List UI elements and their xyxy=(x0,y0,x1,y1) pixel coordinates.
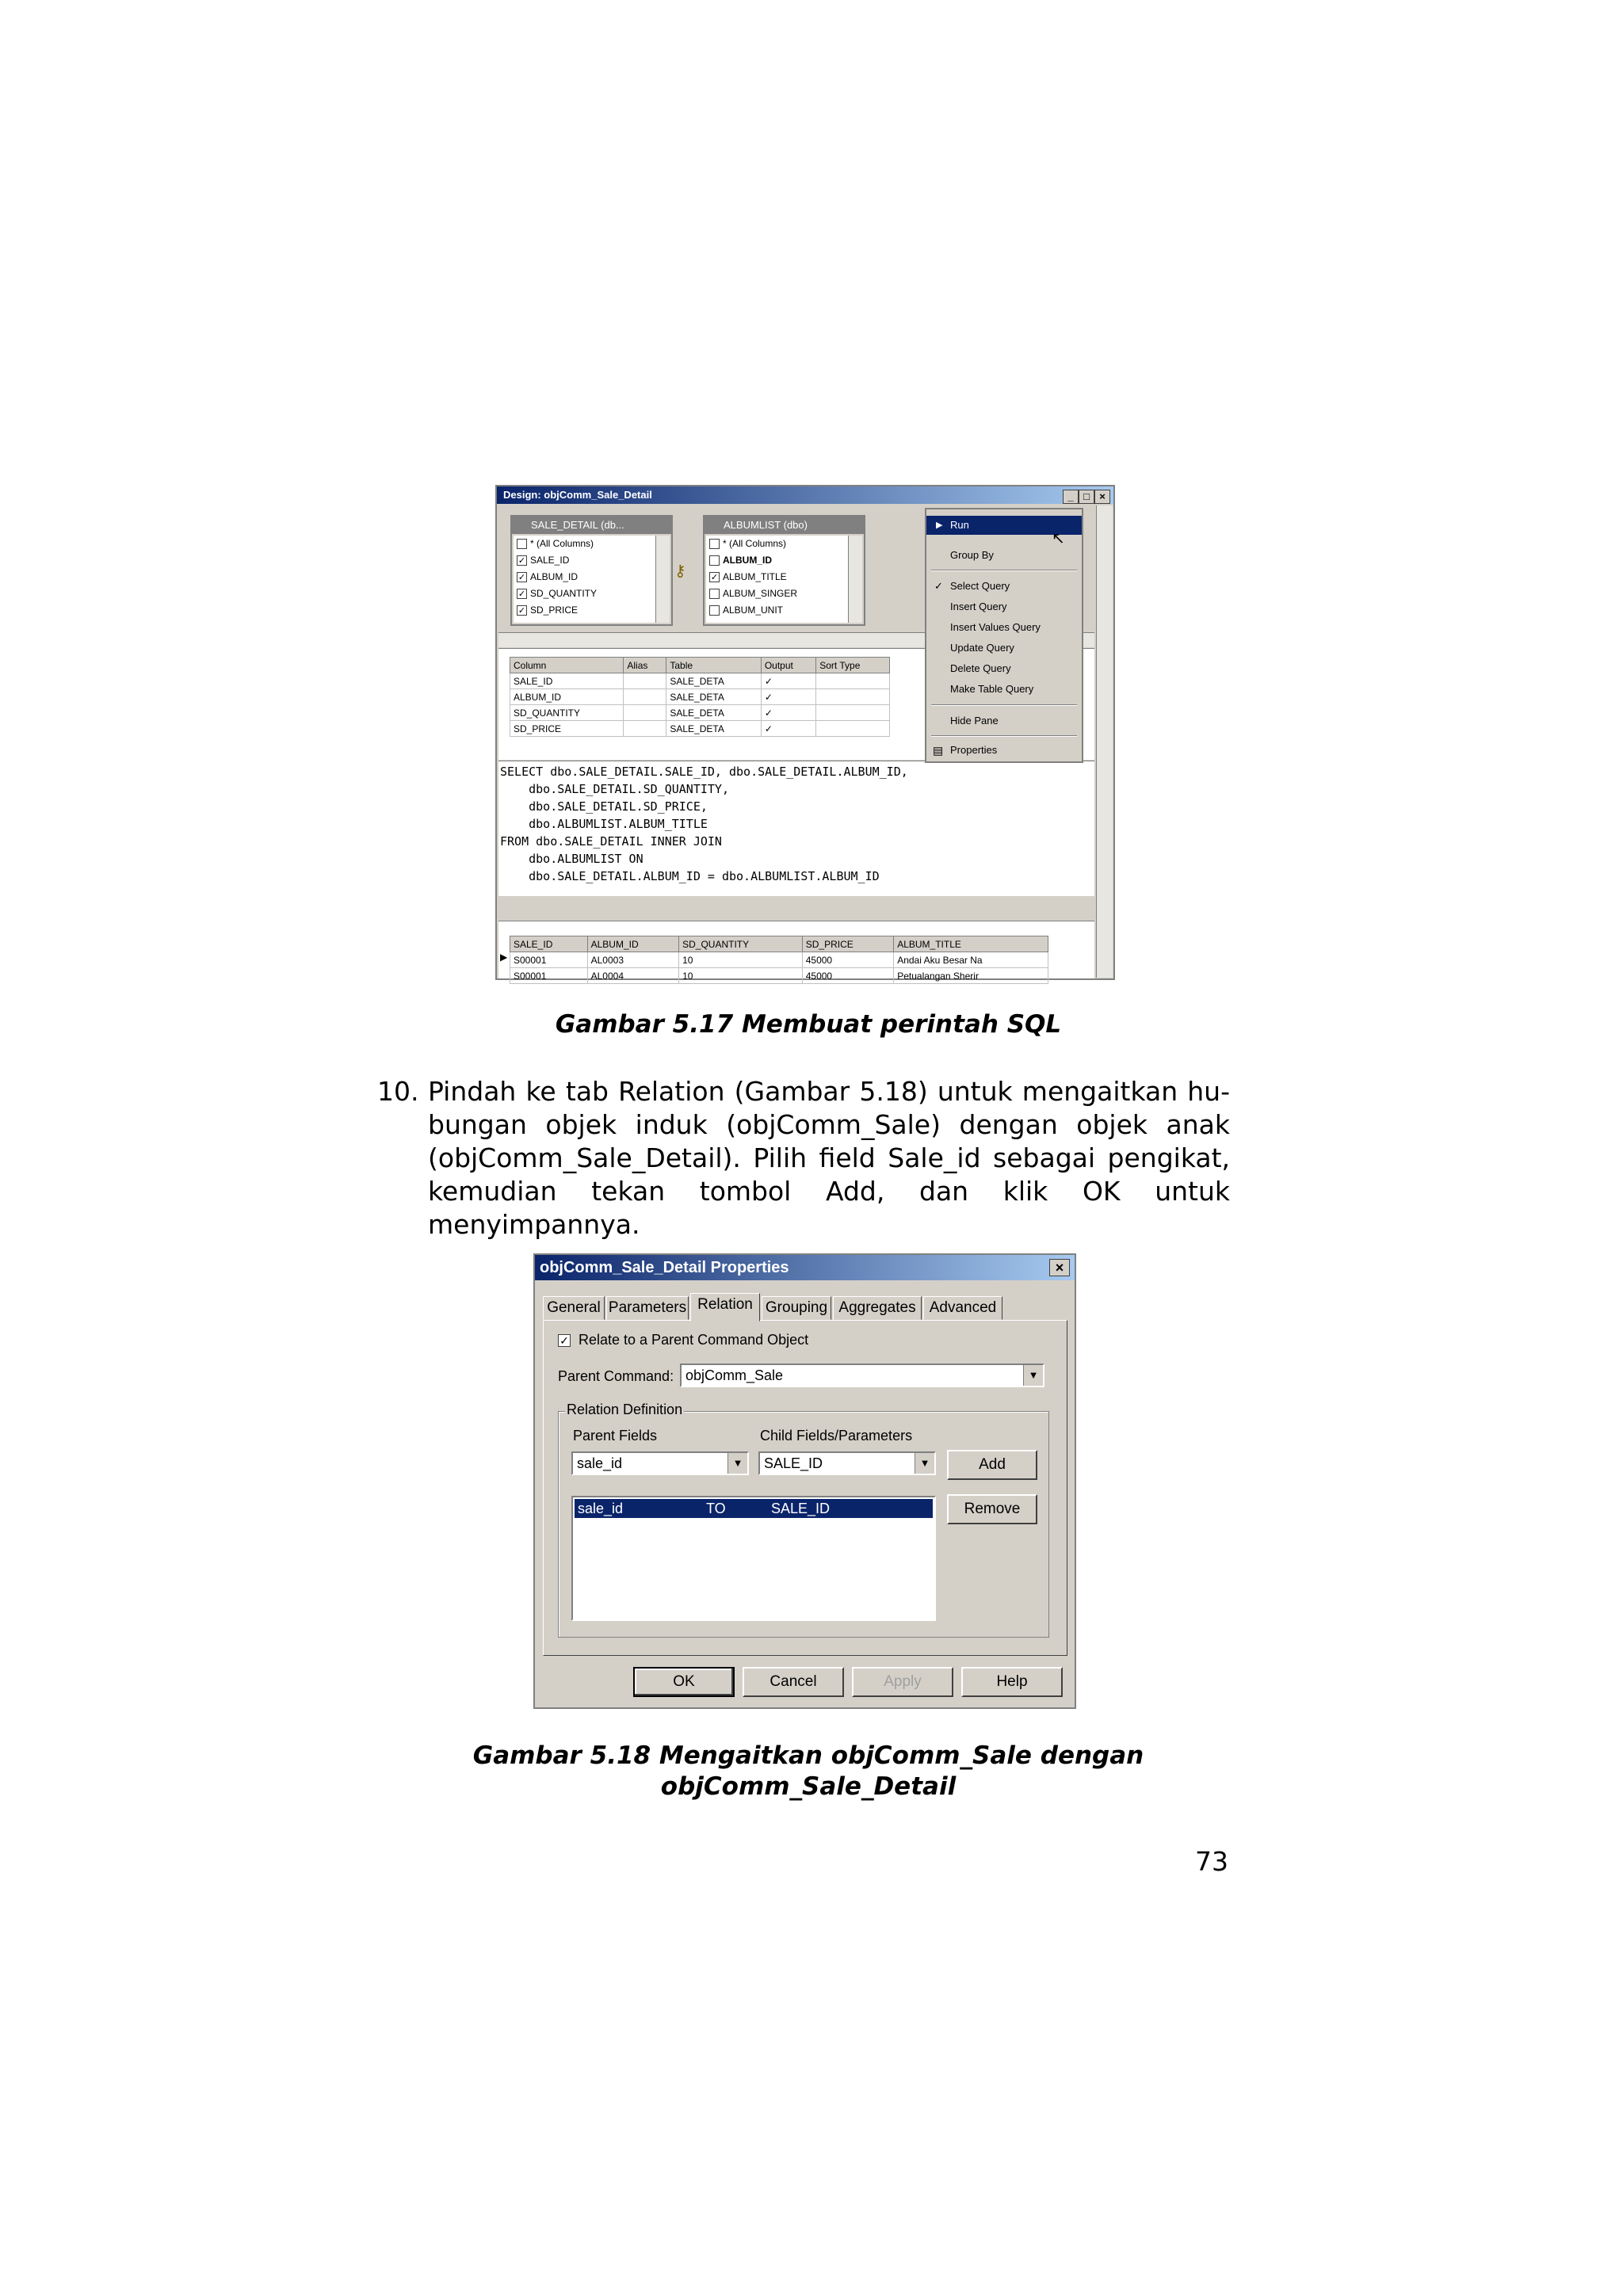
column-name: * (All Columns) xyxy=(723,538,787,549)
table-sale-detail-header: SALE_DETAIL (db... xyxy=(512,517,671,534)
grid-row[interactable] xyxy=(510,673,890,689)
grid-cell[interactable]: SALE_DETA xyxy=(666,721,761,737)
dialog-title-bar xyxy=(535,1255,1075,1280)
maximize-icon[interactable]: □ xyxy=(1079,490,1094,504)
checkbox-icon: ✓ xyxy=(558,1334,571,1347)
grid-cell[interactable]: 10 xyxy=(679,952,803,968)
checkbox-icon[interactable]: ✓ xyxy=(517,589,526,599)
table-scrollbar[interactable] xyxy=(655,536,670,623)
grid-cell[interactable]: SALE_DETA xyxy=(666,705,761,721)
remove-button[interactable]: Remove xyxy=(947,1494,1037,1524)
menu-item-insert-values-query[interactable]: Insert Values Query xyxy=(950,621,1041,633)
table-column-item[interactable] xyxy=(514,602,655,619)
grid-cell[interactable]: S00001 xyxy=(510,968,588,984)
query-designer-window xyxy=(495,485,1115,980)
current-row-icon: ▶ xyxy=(500,952,508,963)
results-pane xyxy=(498,921,1094,982)
help-button[interactable]: Help xyxy=(961,1667,1063,1697)
menu-separator xyxy=(931,735,1077,737)
grid-cell[interactable] xyxy=(816,721,890,737)
menu-item-properties[interactable]: ▤ Properties xyxy=(926,741,1082,760)
close-button[interactable]: × xyxy=(1049,1259,1070,1276)
chevron-down-icon[interactable]: ▼ xyxy=(727,1453,747,1474)
column-name: SD_PRICE xyxy=(530,605,579,616)
parent-command-value: objComm_Sale xyxy=(685,1367,784,1383)
table-column-item[interactable] xyxy=(706,536,848,552)
grid-header-cell[interactable]: ALBUM_ID xyxy=(587,936,678,952)
table-albumlist-columns xyxy=(706,536,848,623)
grid-row[interactable] xyxy=(510,689,890,705)
grid-cell[interactable] xyxy=(816,705,890,721)
grid-cell[interactable]: 45000 xyxy=(802,952,893,968)
grid-header-cell[interactable]: Table xyxy=(666,658,761,673)
grid-cell[interactable]: ✓ xyxy=(761,721,815,737)
table-column-item[interactable] xyxy=(514,569,655,585)
table-albumlist[interactable] xyxy=(703,515,865,626)
relation-child-field: SALE_ID xyxy=(771,1501,831,1516)
properties-dialog xyxy=(533,1253,1076,1709)
grid-cell[interactable] xyxy=(624,689,666,705)
grid-header-cell[interactable]: Sort Type xyxy=(816,658,890,673)
grid-header-cell[interactable]: Output xyxy=(761,658,815,673)
relation-parent-field: sale_id xyxy=(578,1501,624,1516)
child-field-value: SALE_ID xyxy=(764,1455,823,1471)
caption-figure-5-18-line2: objComm_Sale_Detail xyxy=(660,1772,957,1801)
table-column-item[interactable] xyxy=(514,585,655,602)
relation-list-row[interactable] xyxy=(575,1499,933,1518)
checkbox-icon[interactable] xyxy=(709,555,720,566)
sql-line: dbo.SALE_DETAIL.SD_PRICE, xyxy=(500,799,708,814)
grid-cell[interactable]: Andai Aku Besar Na xyxy=(894,952,1048,968)
grid-row[interactable] xyxy=(510,721,890,737)
menu-separator xyxy=(931,704,1077,706)
table-column-item[interactable] xyxy=(706,585,848,602)
mouse-cursor-icon: ↖ xyxy=(1052,530,1065,547)
relation-definition-group xyxy=(558,1402,1049,1638)
sql-line: FROM dbo.SALE_DETAIL INNER JOIN xyxy=(500,834,722,849)
column-name: ALBUM_UNIT xyxy=(723,605,784,616)
grid-cell[interactable] xyxy=(624,705,666,721)
table-scrollbar[interactable] xyxy=(848,536,862,623)
checkbox-icon[interactable]: ✓ xyxy=(710,573,719,582)
grid-cell[interactable]: S00001 xyxy=(510,952,588,968)
step-line: Pindah ke tab Relation (Gambar 5.18) untuk mengaitkan hu- xyxy=(428,1076,1230,1107)
properties-icon: ▤ xyxy=(933,744,944,757)
caption-figure-5-17: Gambar 5.17 Membuat perintah SQL xyxy=(555,1010,1062,1039)
child-field-select[interactable] xyxy=(758,1451,936,1475)
grid-header-row xyxy=(510,936,1048,952)
tab-general[interactable]: General xyxy=(543,1296,605,1320)
column-name: ALBUM_ID xyxy=(530,571,579,582)
checkbox-icon[interactable] xyxy=(709,539,720,549)
criteria-grid[interactable] xyxy=(510,657,890,737)
relation-to: TO xyxy=(706,1501,726,1516)
join-key-icon: ⚷ xyxy=(674,563,686,580)
grid-cell[interactable]: AL0004 xyxy=(587,968,678,984)
grid-header-cell[interactable]: Alias xyxy=(624,658,666,673)
close-icon[interactable]: × xyxy=(1094,490,1110,504)
step-paragraph xyxy=(428,1075,1230,1241)
relation-list[interactable] xyxy=(571,1496,936,1621)
column-name: ALBUM_ID xyxy=(723,555,772,566)
menu-item-update-query[interactable]: Update Query xyxy=(950,642,1014,654)
menu-item-delete-query[interactable]: Delete Query xyxy=(950,662,1011,674)
tab-advanced[interactable]: Advanced xyxy=(923,1296,1002,1320)
checkbox-icon[interactable]: ✓ xyxy=(517,556,526,566)
checkbox-icon[interactable]: ✓ xyxy=(517,573,526,582)
sql-pane[interactable] xyxy=(498,761,1094,896)
chevron-down-icon[interactable]: ▼ xyxy=(1023,1365,1043,1386)
table-column-item[interactable] xyxy=(706,552,848,569)
column-name: SD_QUANTITY xyxy=(530,588,598,599)
ok-button[interactable]: OK xyxy=(633,1667,735,1697)
right-scrollbar[interactable] xyxy=(1096,505,1113,978)
grid-row[interactable] xyxy=(510,968,1048,984)
grid-row[interactable] xyxy=(510,952,1048,968)
grid-header-cell[interactable]: SALE_ID xyxy=(510,936,588,952)
parent-command-label: Parent Command: xyxy=(558,1368,674,1384)
step-number: 10. xyxy=(377,1076,419,1107)
grid-cell[interactable]: 10 xyxy=(679,968,803,984)
add-button[interactable]: Add xyxy=(947,1450,1037,1480)
grid-cell[interactable]: SALE_DETA xyxy=(666,689,761,705)
minimize-icon[interactable]: _ xyxy=(1063,490,1079,504)
grid-cell[interactable]: SALE_DETA xyxy=(666,673,761,689)
grid-cell[interactable] xyxy=(624,673,666,689)
sql-line: dbo.ALBUMLIST.ALBUM_TITLE xyxy=(500,817,708,831)
menu-item-run[interactable]: ▶ Run xyxy=(926,516,1082,535)
grid-header-cell[interactable]: ALBUM_TITLE xyxy=(894,936,1048,952)
relation-definition-label: Relation Definition xyxy=(567,1402,683,1417)
grid-cell[interactable]: ✓ xyxy=(761,705,815,721)
checkbox-icon[interactable] xyxy=(517,539,527,549)
grid-header-row xyxy=(510,658,890,673)
table-column-item[interactable] xyxy=(706,602,848,619)
grid-cell[interactable] xyxy=(816,689,890,705)
checkbox-icon[interactable] xyxy=(709,589,720,599)
dialog-title: objComm_Sale_Detail Properties xyxy=(540,1259,789,1276)
check-icon: ✓ xyxy=(934,580,943,592)
sql-line: dbo.ALBUMLIST ON xyxy=(500,852,643,866)
grid-header-cell[interactable]: SD_PRICE xyxy=(802,936,893,952)
menu-item-make-table-query[interactable]: Make Table Query xyxy=(950,683,1034,695)
grid-cell[interactable]: ✓ xyxy=(761,673,815,689)
parent-field-select[interactable] xyxy=(571,1451,749,1475)
grid-cell[interactable]: ✓ xyxy=(761,689,815,705)
grid-row[interactable] xyxy=(510,705,890,721)
tab-grouping[interactable]: Grouping xyxy=(762,1296,831,1320)
chevron-down-icon[interactable]: ▼ xyxy=(915,1453,934,1474)
table-sale-detail-columns xyxy=(514,536,655,623)
checkbox-icon[interactable] xyxy=(709,605,720,616)
context-menu xyxy=(925,508,1083,763)
grid-cell[interactable]: 45000 xyxy=(802,968,893,984)
grid-cell[interactable]: ALBUM_ID xyxy=(510,689,624,705)
sql-line: SELECT dbo.SALE_DETAIL.SALE_ID, dbo.SALE_DETAIL.ALBUM_ID, xyxy=(500,765,908,779)
menu-item-select-query[interactable]: ✓ Select Query xyxy=(926,577,1082,596)
sql-text[interactable] xyxy=(500,763,908,885)
caption-figure-5-18-line1: Gambar 5.18 Mengaitkan objComm_Sale dengan xyxy=(472,1741,1144,1770)
relation-tab-page xyxy=(543,1320,1067,1656)
menu-item-hide-pane[interactable]: Hide Pane xyxy=(950,715,999,727)
column-name: ALBUM_TITLE xyxy=(723,571,787,582)
sql-line: dbo.SALE_DETAIL.ALBUM_ID = dbo.ALBUMLIST.ALBUM_ID xyxy=(500,869,880,883)
table-column-item[interactable] xyxy=(706,569,848,585)
grid-cell[interactable] xyxy=(816,673,890,689)
grid-cell[interactable]: Petualangan Sherir xyxy=(894,968,1048,984)
sql-line: dbo.SALE_DETAIL.SD_QUANTITY, xyxy=(500,782,729,796)
tab-aggregates[interactable]: Aggregates xyxy=(833,1296,922,1320)
step-line: kemudian tekan tombol Add, dan klik OK untuk menyimpannya. xyxy=(428,1176,1230,1240)
relate-label: Relate to a Parent Command Object xyxy=(579,1332,809,1348)
grid-cell[interactable]: SD_PRICE xyxy=(510,721,624,737)
menu-item-group-by[interactable]: Group By xyxy=(950,549,994,561)
table-sale-detail[interactable] xyxy=(510,515,673,626)
grid-cell[interactable]: AL0003 xyxy=(587,952,678,968)
page-number: 73 xyxy=(1195,1846,1228,1877)
tab-relation[interactable]: Relation xyxy=(690,1293,760,1322)
parent-command-select[interactable] xyxy=(680,1363,1044,1387)
tab-parameters[interactable]: Parameters xyxy=(606,1296,689,1320)
apply-button[interactable]: Apply xyxy=(852,1667,953,1697)
designer-title-bar xyxy=(497,486,1113,504)
grid-header-cell[interactable]: SD_QUANTITY xyxy=(679,936,803,952)
run-arrow-icon: ▶ xyxy=(936,521,943,530)
table-column-item[interactable] xyxy=(514,536,655,552)
parent-fields-label: Parent Fields xyxy=(573,1428,658,1444)
table-column-item[interactable] xyxy=(514,552,655,569)
column-name: ALBUM_SINGER xyxy=(723,588,798,599)
child-fields-label: Child Fields/Parameters xyxy=(760,1428,913,1444)
table-albumlist-header: ALBUMLIST (dbo) xyxy=(705,517,864,534)
checkbox-icon[interactable]: ✓ xyxy=(517,606,526,616)
column-name: SALE_ID xyxy=(530,555,570,566)
designer-title: Design: objComm_Sale_Detail xyxy=(503,489,652,501)
menu-item-insert-query[interactable]: Insert Query xyxy=(950,601,1007,612)
grid-cell[interactable]: SD_QUANTITY xyxy=(510,705,624,721)
step-line: (objComm_Sale_Detail). Pilih field Sale_id sebagai pengikat, xyxy=(428,1142,1230,1173)
parent-field-value: sale_id xyxy=(577,1455,623,1471)
grid-cell[interactable]: SALE_ID xyxy=(510,673,624,689)
grid-header-cell[interactable]: Column xyxy=(510,658,624,673)
results-grid[interactable] xyxy=(510,936,1048,984)
column-name: * (All Columns) xyxy=(530,538,594,549)
step-line: bungan objek induk (objComm_Sale) dengan objek anak xyxy=(428,1109,1230,1140)
cancel-button[interactable]: Cancel xyxy=(743,1667,844,1697)
grid-cell[interactable] xyxy=(624,721,666,737)
menu-separator xyxy=(931,570,1077,571)
relate-checkbox[interactable] xyxy=(558,1332,808,1348)
